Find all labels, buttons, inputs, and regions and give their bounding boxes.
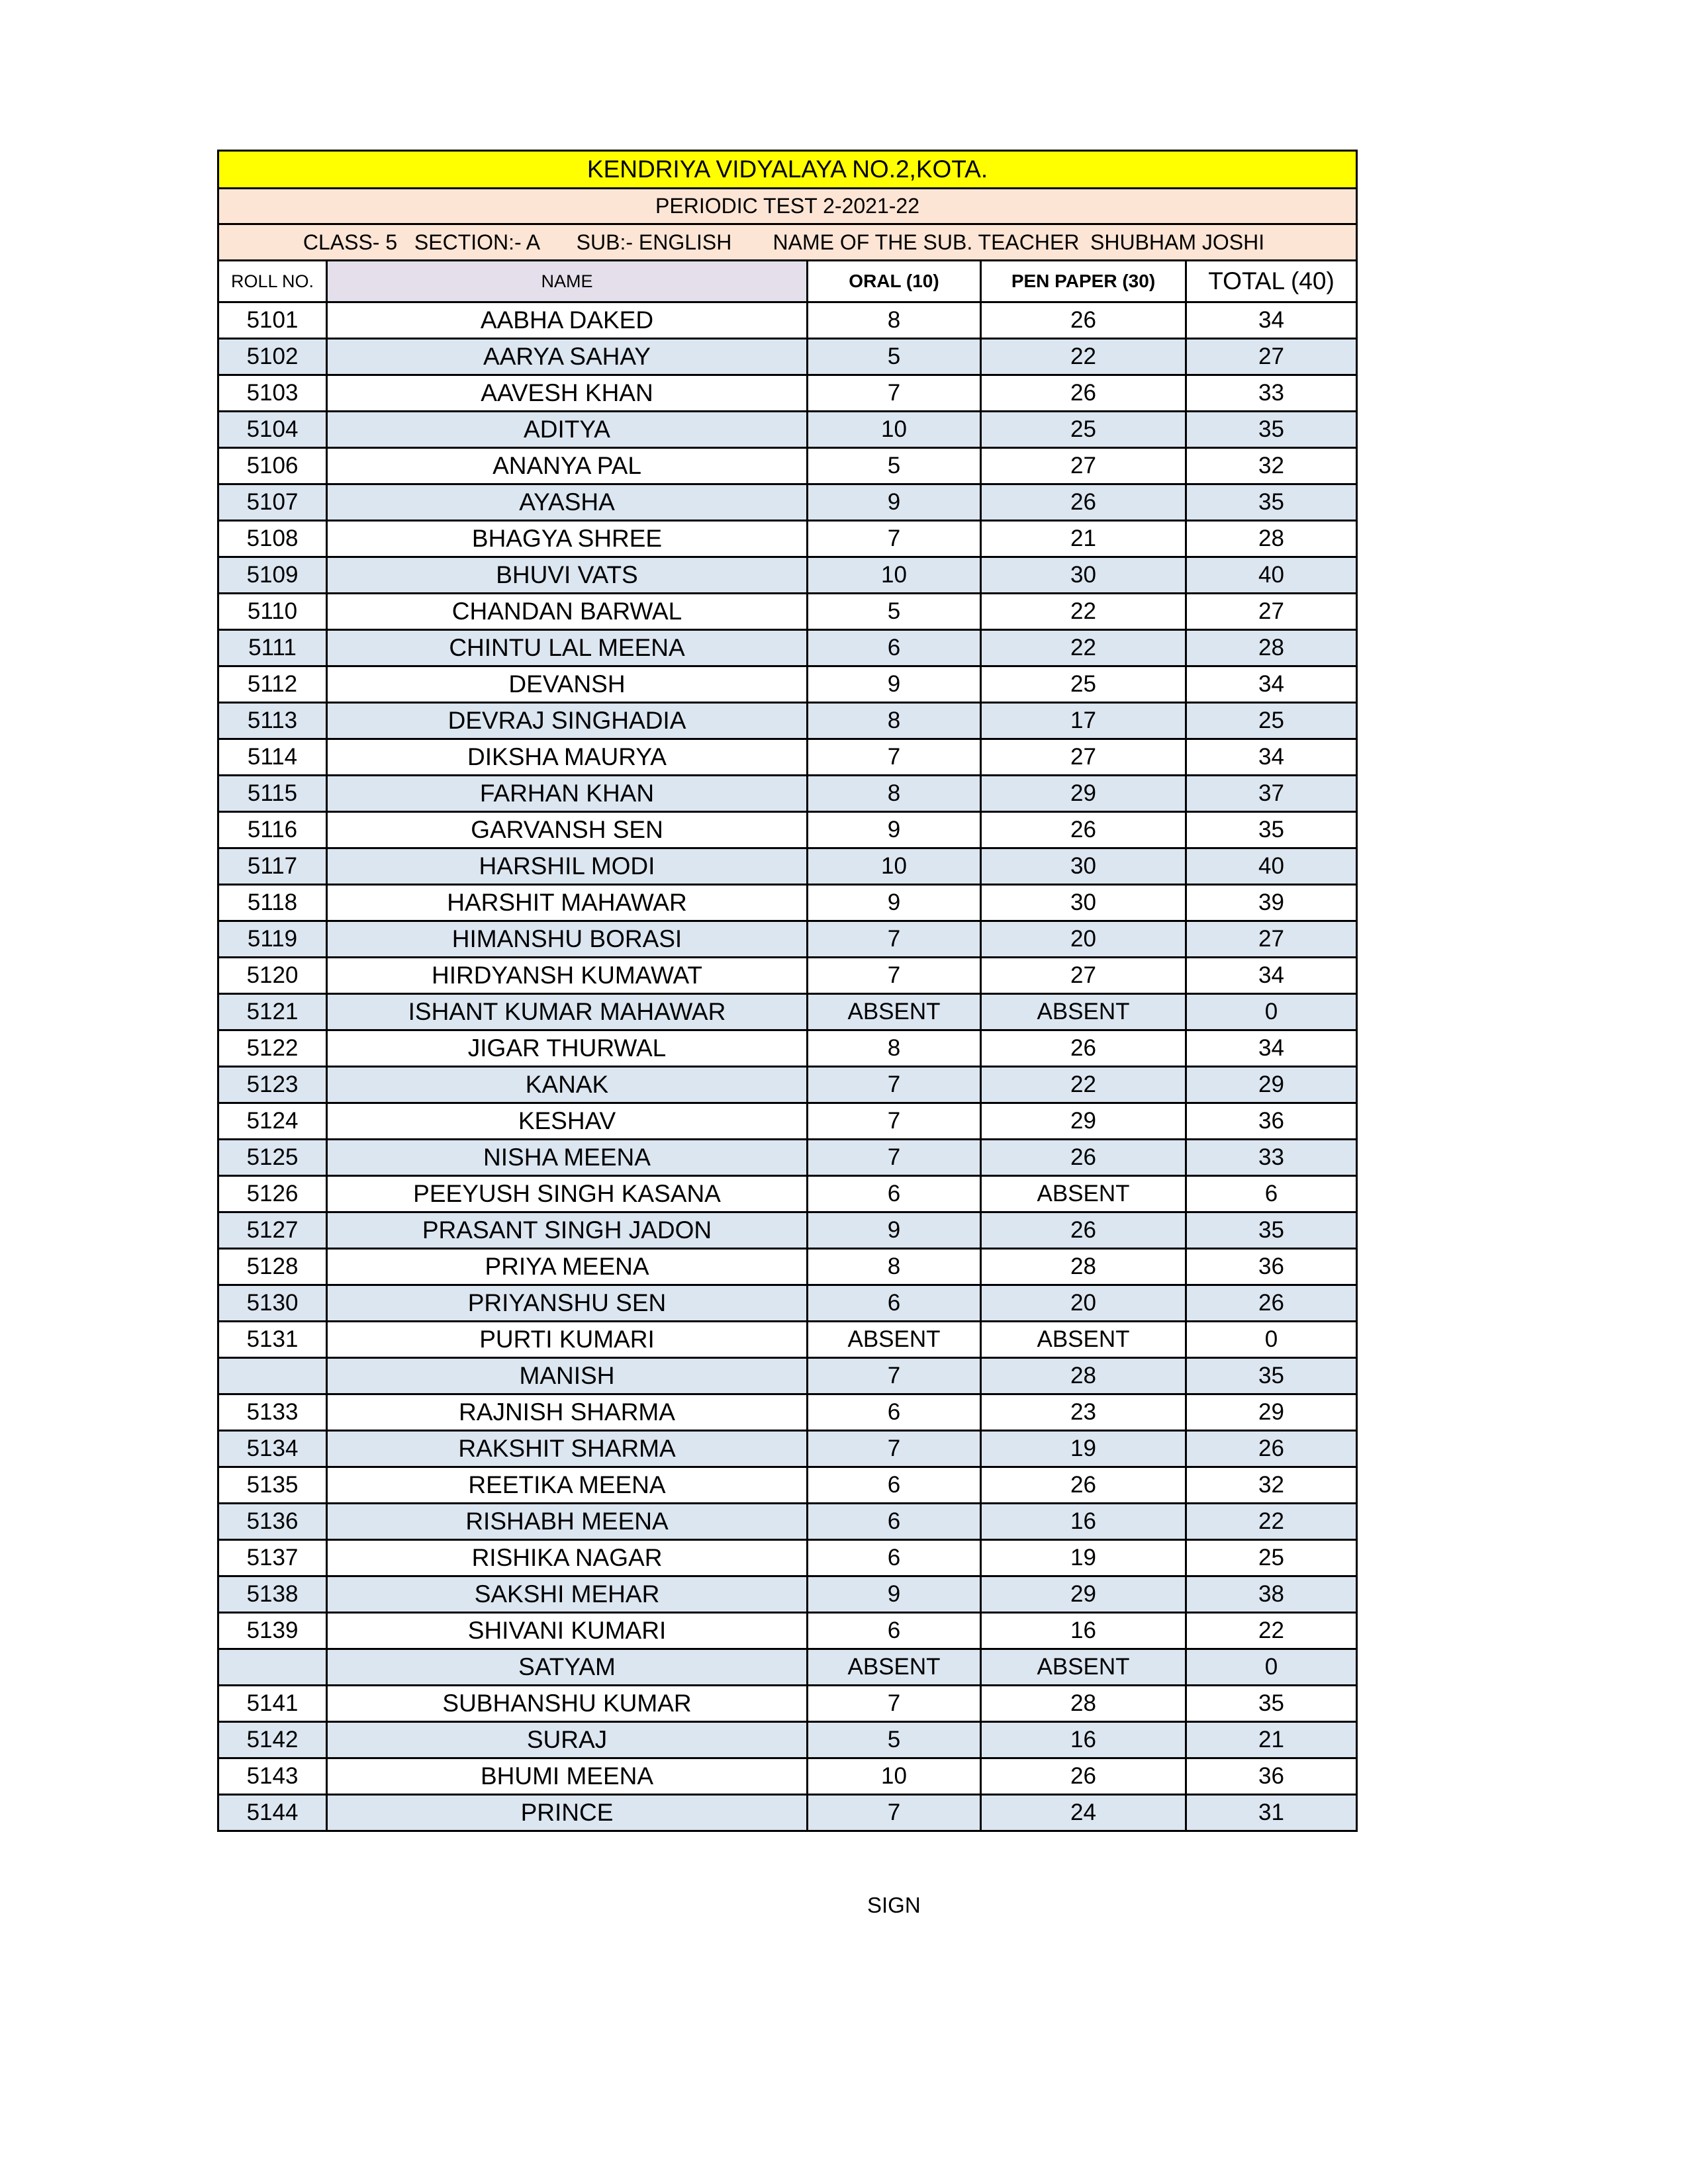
name-cell: MANISH xyxy=(327,1358,808,1394)
roll-no-cell: 5134 xyxy=(218,1431,327,1467)
column-header-row xyxy=(218,261,1357,302)
name-cell: GARVANSH SEN xyxy=(327,812,808,848)
total-cell: 26 xyxy=(1186,1285,1357,1322)
pen-paper-cell: 19 xyxy=(981,1540,1186,1576)
total-cell: 0 xyxy=(1186,1649,1357,1686)
roll-no-cell: 5124 xyxy=(218,1103,327,1140)
pen-paper-cell: 22 xyxy=(981,1067,1186,1103)
total-cell: 35 xyxy=(1186,484,1357,521)
roll-no-cell: 5121 xyxy=(218,994,327,1030)
name-cell: PRINCE xyxy=(327,1795,808,1831)
name-cell: PEEYUSH SINGH KASANA xyxy=(327,1176,808,1212)
roll-no-cell: 5139 xyxy=(218,1613,327,1649)
total-cell: 34 xyxy=(1186,666,1357,703)
name-cell: NISHA MEENA xyxy=(327,1140,808,1176)
roll-no-cell: 5122 xyxy=(218,1030,327,1067)
subject-label: SUB:- ENGLISH xyxy=(576,230,732,254)
total-cell: 6 xyxy=(1186,1176,1357,1212)
table-row xyxy=(218,1758,1357,1795)
oral-cell: 9 xyxy=(808,666,981,703)
pen-paper-cell: 27 xyxy=(981,958,1186,994)
name-cell: ADITYA xyxy=(327,412,808,448)
name-cell: KANAK xyxy=(327,1067,808,1103)
table-row xyxy=(218,1540,1357,1576)
roll-no-cell: 5142 xyxy=(218,1722,327,1758)
oral-cell: 6 xyxy=(808,1504,981,1540)
total-cell: 32 xyxy=(1186,448,1357,484)
table-row xyxy=(218,1176,1357,1212)
table-row xyxy=(218,1467,1357,1504)
pen-paper-cell: ABSENT xyxy=(981,1322,1186,1358)
pen-paper-cell: 20 xyxy=(981,1285,1186,1322)
roll-no-cell: 5123 xyxy=(218,1067,327,1103)
roll-no-cell: 5138 xyxy=(218,1576,327,1613)
name-cell: PURTI KUMARI xyxy=(327,1322,808,1358)
name-cell: HIMANSHU BORASI xyxy=(327,921,808,958)
total-cell: 35 xyxy=(1186,812,1357,848)
header-pen-paper: PEN PAPER (30) xyxy=(981,261,1186,302)
total-cell: 32 xyxy=(1186,1467,1357,1504)
oral-cell: 6 xyxy=(808,630,981,666)
header-total: TOTAL (40) xyxy=(1186,261,1357,302)
name-cell: CHINTU LAL MEENA xyxy=(327,630,808,666)
pen-paper-cell: 26 xyxy=(981,1212,1186,1249)
oral-cell: 9 xyxy=(808,885,981,921)
name-cell: SHIVANI KUMARI xyxy=(327,1613,808,1649)
name-cell: AARYA SAHAY xyxy=(327,339,808,375)
total-cell: 28 xyxy=(1186,521,1357,557)
table-row xyxy=(218,1613,1357,1649)
name-cell: DIKSHA MAURYA xyxy=(327,739,808,776)
roll-no-cell: 5141 xyxy=(218,1686,327,1722)
pen-paper-cell: 16 xyxy=(981,1722,1186,1758)
roll-no-cell: 5133 xyxy=(218,1394,327,1431)
table-row xyxy=(218,594,1357,630)
name-cell: RISHIKA NAGAR xyxy=(327,1540,808,1576)
roll-no-cell: 5127 xyxy=(218,1212,327,1249)
name-cell: HARSHIT MAHAWAR xyxy=(327,885,808,921)
roll-no-cell: 5108 xyxy=(218,521,327,557)
table-row xyxy=(218,1722,1357,1758)
pen-paper-cell: 26 xyxy=(981,1030,1186,1067)
name-cell: SATYAM xyxy=(327,1649,808,1686)
oral-cell: 7 xyxy=(808,1686,981,1722)
pen-paper-cell: 28 xyxy=(981,1249,1186,1285)
roll-no-cell: 5143 xyxy=(218,1758,327,1795)
pen-paper-cell: ABSENT xyxy=(981,994,1186,1030)
name-cell: ISHANT KUMAR MAHAWAR xyxy=(327,994,808,1030)
section-label: SECTION:- A xyxy=(414,230,541,254)
total-cell: 39 xyxy=(1186,885,1357,921)
oral-cell: 7 xyxy=(808,1140,981,1176)
total-cell: 34 xyxy=(1186,302,1357,339)
header-roll-no: ROLL NO. xyxy=(218,261,327,302)
table-row xyxy=(218,1103,1357,1140)
oral-cell: 6 xyxy=(808,1540,981,1576)
name-cell: PRIYANSHU SEN xyxy=(327,1285,808,1322)
subtitle-row xyxy=(218,189,1357,224)
teacher-name: SHUBHAM JOSHI xyxy=(1090,230,1265,254)
roll-no-cell: 5126 xyxy=(218,1176,327,1212)
oral-cell: ABSENT xyxy=(808,1649,981,1686)
name-cell: RAJNISH SHARMA xyxy=(327,1394,808,1431)
total-cell: 35 xyxy=(1186,1212,1357,1249)
pen-paper-cell: 26 xyxy=(981,1140,1186,1176)
title-row xyxy=(218,151,1357,189)
table-row xyxy=(218,557,1357,594)
oral-cell: 7 xyxy=(808,1103,981,1140)
info-row xyxy=(218,224,1357,261)
roll-no-cell: 5116 xyxy=(218,812,327,848)
table-row xyxy=(218,1649,1357,1686)
table-row xyxy=(218,1067,1357,1103)
name-cell: RISHABH MEENA xyxy=(327,1504,808,1540)
oral-cell: 9 xyxy=(808,484,981,521)
pen-paper-cell: 28 xyxy=(981,1686,1186,1722)
name-cell: BHAGYA SHREE xyxy=(327,521,808,557)
header-name: NAME xyxy=(327,261,808,302)
oral-cell: 7 xyxy=(808,1431,981,1467)
pen-paper-cell: 26 xyxy=(981,1758,1186,1795)
total-cell: 0 xyxy=(1186,1322,1357,1358)
total-cell: 26 xyxy=(1186,1431,1357,1467)
oral-cell: 6 xyxy=(808,1285,981,1322)
pen-paper-cell: 21 xyxy=(981,521,1186,557)
oral-cell: 5 xyxy=(808,594,981,630)
table-row xyxy=(218,484,1357,521)
total-cell: 21 xyxy=(1186,1722,1357,1758)
oral-cell: 6 xyxy=(808,1176,981,1212)
name-cell: DEVANSH xyxy=(327,666,808,703)
total-cell: 28 xyxy=(1186,630,1357,666)
pen-paper-cell: 29 xyxy=(981,1576,1186,1613)
roll-no-cell: 5106 xyxy=(218,448,327,484)
roll-no-cell: 5109 xyxy=(218,557,327,594)
roll-no-cell: 5110 xyxy=(218,594,327,630)
total-cell: 40 xyxy=(1186,848,1357,885)
roll-no-cell: 5128 xyxy=(218,1249,327,1285)
oral-cell: 5 xyxy=(808,1722,981,1758)
table-row xyxy=(218,1285,1357,1322)
name-cell: FARHAN KHAN xyxy=(327,776,808,812)
pen-paper-cell: 26 xyxy=(981,302,1186,339)
pen-paper-cell: 24 xyxy=(981,1795,1186,1831)
total-cell: 0 xyxy=(1186,994,1357,1030)
oral-cell: 7 xyxy=(808,1067,981,1103)
oral-cell: 7 xyxy=(808,1795,981,1831)
total-cell: 38 xyxy=(1186,1576,1357,1613)
roll-no-cell: 5136 xyxy=(218,1504,327,1540)
name-cell: AABHA DAKED xyxy=(327,302,808,339)
name-cell: DEVRAJ SINGHADIA xyxy=(327,703,808,739)
roll-no-cell: 5130 xyxy=(218,1285,327,1322)
name-cell: PRASANT SINGH JADON xyxy=(327,1212,808,1249)
table-row xyxy=(218,703,1357,739)
roll-no-cell xyxy=(218,1358,327,1394)
pen-paper-cell: 30 xyxy=(981,848,1186,885)
pen-paper-cell: 28 xyxy=(981,1358,1186,1394)
oral-cell: 7 xyxy=(808,958,981,994)
pen-paper-cell: 22 xyxy=(981,630,1186,666)
oral-cell: 5 xyxy=(808,339,981,375)
name-cell: REETIKA MEENA xyxy=(327,1467,808,1504)
total-cell: 35 xyxy=(1186,1686,1357,1722)
total-cell: 36 xyxy=(1186,1249,1357,1285)
total-cell: 35 xyxy=(1186,1358,1357,1394)
total-cell: 35 xyxy=(1186,412,1357,448)
table-row xyxy=(218,1249,1357,1285)
table-row xyxy=(218,958,1357,994)
oral-cell: 8 xyxy=(808,302,981,339)
oral-cell: 7 xyxy=(808,521,981,557)
pen-paper-cell: 30 xyxy=(981,885,1186,921)
name-cell: BHUVI VATS xyxy=(327,557,808,594)
name-cell: AAVESH KHAN xyxy=(327,375,808,412)
roll-no-cell: 5102 xyxy=(218,339,327,375)
total-cell: 31 xyxy=(1186,1795,1357,1831)
total-cell: 33 xyxy=(1186,1140,1357,1176)
marks-table xyxy=(217,150,1358,1832)
oral-cell: 6 xyxy=(808,1613,981,1649)
teacher-label: NAME OF THE SUB. TEACHER xyxy=(773,230,1080,254)
total-cell: 29 xyxy=(1186,1394,1357,1431)
table-row xyxy=(218,885,1357,921)
oral-cell: 6 xyxy=(808,1467,981,1504)
roll-no-cell xyxy=(218,1649,327,1686)
total-cell: 36 xyxy=(1186,1103,1357,1140)
table-row xyxy=(218,1394,1357,1431)
table-row xyxy=(218,448,1357,484)
test-title: PERIODIC TEST 2-2021-22 xyxy=(218,189,1357,224)
roll-no-cell: 5112 xyxy=(218,666,327,703)
oral-cell: 7 xyxy=(808,921,981,958)
pen-paper-cell: 30 xyxy=(981,557,1186,594)
roll-no-cell: 5118 xyxy=(218,885,327,921)
pen-paper-cell: 22 xyxy=(981,339,1186,375)
total-cell: 40 xyxy=(1186,557,1357,594)
table-row xyxy=(218,375,1357,412)
oral-cell: 8 xyxy=(808,1030,981,1067)
oral-cell: ABSENT xyxy=(808,1322,981,1358)
pen-paper-cell: 26 xyxy=(981,1467,1186,1504)
oral-cell: 10 xyxy=(808,848,981,885)
total-cell: 27 xyxy=(1186,921,1357,958)
class-info-cell xyxy=(218,224,1357,261)
oral-cell: 7 xyxy=(808,1358,981,1394)
name-cell: PRIYA MEENA xyxy=(327,1249,808,1285)
table-row xyxy=(218,1431,1357,1467)
name-cell: KESHAV xyxy=(327,1103,808,1140)
pen-paper-cell: 27 xyxy=(981,739,1186,776)
table-row xyxy=(218,666,1357,703)
total-cell: 22 xyxy=(1186,1613,1357,1649)
pen-paper-cell: 27 xyxy=(981,448,1186,484)
name-cell: BHUMI MEENA xyxy=(327,1758,808,1795)
total-cell: 36 xyxy=(1186,1758,1357,1795)
table-row xyxy=(218,302,1357,339)
table-row xyxy=(218,776,1357,812)
roll-no-cell: 5120 xyxy=(218,958,327,994)
pen-paper-cell: 22 xyxy=(981,594,1186,630)
name-cell: SURAJ xyxy=(327,1722,808,1758)
pen-paper-cell: 26 xyxy=(981,812,1186,848)
oral-cell: 10 xyxy=(808,1758,981,1795)
pen-paper-cell: 29 xyxy=(981,776,1186,812)
oral-cell: 10 xyxy=(808,412,981,448)
sign-label: SIGN xyxy=(867,1893,921,1917)
oral-cell: 10 xyxy=(808,557,981,594)
table-row xyxy=(218,848,1357,885)
roll-no-cell: 5103 xyxy=(218,375,327,412)
table-row xyxy=(218,1504,1357,1540)
table-row xyxy=(218,630,1357,666)
total-cell: 34 xyxy=(1186,958,1357,994)
table-row xyxy=(218,994,1357,1030)
table-row xyxy=(218,739,1357,776)
roll-no-cell: 5107 xyxy=(218,484,327,521)
class-label: CLASS- 5 xyxy=(303,230,398,254)
roll-no-cell: 5101 xyxy=(218,302,327,339)
table-row xyxy=(218,921,1357,958)
name-cell: JIGAR THURWAL xyxy=(327,1030,808,1067)
oral-cell: 7 xyxy=(808,739,981,776)
pen-paper-cell: 16 xyxy=(981,1504,1186,1540)
table-row xyxy=(218,339,1357,375)
total-cell: 29 xyxy=(1186,1067,1357,1103)
table-row xyxy=(218,412,1357,448)
roll-no-cell: 5131 xyxy=(218,1322,327,1358)
pen-paper-cell: 25 xyxy=(981,412,1186,448)
roll-no-cell: 5137 xyxy=(218,1540,327,1576)
roll-no-cell: 5135 xyxy=(218,1467,327,1504)
name-cell: CHANDAN BARWAL xyxy=(327,594,808,630)
pen-paper-cell: 16 xyxy=(981,1613,1186,1649)
total-cell: 33 xyxy=(1186,375,1357,412)
table-row xyxy=(218,1795,1357,1831)
total-cell: 22 xyxy=(1186,1504,1357,1540)
table-row xyxy=(218,1322,1357,1358)
name-cell: SAKSHI MEHAR xyxy=(327,1576,808,1613)
total-cell: 27 xyxy=(1186,594,1357,630)
oral-cell: 9 xyxy=(808,1212,981,1249)
pen-paper-cell: 19 xyxy=(981,1431,1186,1467)
pen-paper-cell: 23 xyxy=(981,1394,1186,1431)
table-row xyxy=(218,1686,1357,1722)
roll-no-cell: 5111 xyxy=(218,630,327,666)
pen-paper-cell: 26 xyxy=(981,484,1186,521)
total-cell: 37 xyxy=(1186,776,1357,812)
oral-cell: 9 xyxy=(808,1576,981,1613)
header-oral: ORAL (10) xyxy=(808,261,981,302)
pen-paper-cell: 29 xyxy=(981,1103,1186,1140)
roll-no-cell: 5125 xyxy=(218,1140,327,1176)
name-cell: HARSHIL MODI xyxy=(327,848,808,885)
oral-cell: 7 xyxy=(808,375,981,412)
roll-no-cell: 5117 xyxy=(218,848,327,885)
name-cell: AYASHA xyxy=(327,484,808,521)
name-cell: RAKSHIT SHARMA xyxy=(327,1431,808,1467)
total-cell: 25 xyxy=(1186,1540,1357,1576)
school-title: KENDRIYA VIDYALAYA NO.2,KOTA. xyxy=(218,151,1357,189)
oral-cell: 8 xyxy=(808,703,981,739)
roll-no-cell: 5114 xyxy=(218,739,327,776)
roll-no-cell: 5113 xyxy=(218,703,327,739)
oral-cell: 8 xyxy=(808,1249,981,1285)
roll-no-cell: 5115 xyxy=(218,776,327,812)
total-cell: 34 xyxy=(1186,739,1357,776)
table-row xyxy=(218,812,1357,848)
table-row xyxy=(218,1140,1357,1176)
oral-cell: 6 xyxy=(808,1394,981,1431)
oral-cell: ABSENT xyxy=(808,994,981,1030)
roll-no-cell: 5104 xyxy=(218,412,327,448)
total-cell: 34 xyxy=(1186,1030,1357,1067)
total-cell: 27 xyxy=(1186,339,1357,375)
table-row xyxy=(218,1358,1357,1394)
oral-cell: 8 xyxy=(808,776,981,812)
pen-paper-cell: ABSENT xyxy=(981,1649,1186,1686)
name-cell: ANANYA PAL xyxy=(327,448,808,484)
table-row xyxy=(218,1030,1357,1067)
pen-paper-cell: 26 xyxy=(981,375,1186,412)
pen-paper-cell: 20 xyxy=(981,921,1186,958)
pen-paper-cell: ABSENT xyxy=(981,1176,1186,1212)
name-cell: SUBHANSHU KUMAR xyxy=(327,1686,808,1722)
oral-cell: 9 xyxy=(808,812,981,848)
table-row xyxy=(218,1212,1357,1249)
pen-paper-cell: 25 xyxy=(981,666,1186,703)
table-row xyxy=(218,521,1357,557)
name-cell: HIRDYANSH KUMAWAT xyxy=(327,958,808,994)
pen-paper-cell: 17 xyxy=(981,703,1186,739)
roll-no-cell: 5144 xyxy=(218,1795,327,1831)
roll-no-cell: 5119 xyxy=(218,921,327,958)
table-row xyxy=(218,1576,1357,1613)
total-cell: 25 xyxy=(1186,703,1357,739)
oral-cell: 5 xyxy=(808,448,981,484)
